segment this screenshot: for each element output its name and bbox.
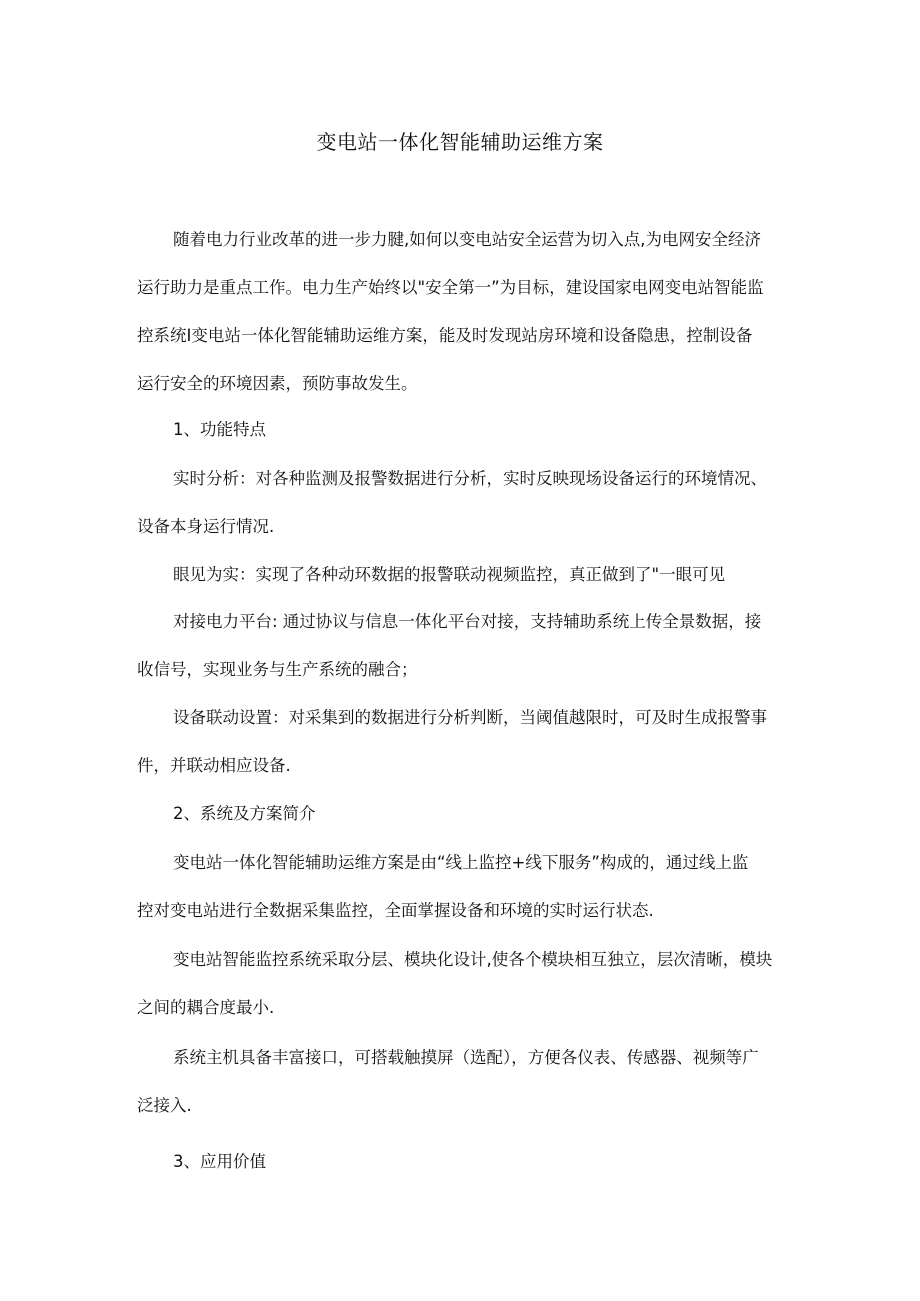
text-line: 系统主机具备丰富接口，可搭载触摸屏（选配），方便各仪表、传感器、视频等广 <box>173 1048 759 1067</box>
text-line: 变电站一体化智能辅助运维方案是由“线上监控+线下服务”构成的，通过线上监 <box>173 853 749 872</box>
text-line: 泛接入. <box>137 1096 192 1115</box>
device-linkage-paragraph <box>137 704 787 780</box>
intro-paragraph <box>137 226 787 398</box>
text-line: 件，并联动相应设备. <box>137 756 291 775</box>
text-line: 收信号，实现业务与生产系统的融合； <box>137 660 418 679</box>
text-line: 运行助力是重点工作。电力生产始终以"安全第一”为目标，建设国家电网变电站智能监 <box>137 278 764 297</box>
text-line: 眼见为实：实现了各种动环数据的报警联动视频监控，真正做到了"一眼可见 <box>173 565 726 584</box>
section-heading-system: 2、系统及方案简介 <box>173 804 316 823</box>
plan-intro-paragraph <box>137 849 787 925</box>
power-platform-paragraph <box>137 608 787 684</box>
text-line: 控系统I变电站一体化智能辅助运维方案，能及时发现站房环境和设备隐患，控制设备 <box>137 326 753 345</box>
host-interfaces-paragraph <box>137 1044 787 1120</box>
text-line: 对接电力平台: 通过协议与信息一体化平台对接，支持辅助系统上传全景数据，接 <box>173 612 762 631</box>
document-title: 变电站一体化智能辅助运维方案 <box>316 130 604 154</box>
text-line: 之间的耦合度最小. <box>137 998 275 1017</box>
text-line: 控对变电站进行全数据采集监控，全面掌握设备和环境的实时运行状态. <box>137 901 654 920</box>
section-heading-features: 1、功能特点 <box>173 420 266 439</box>
see-is-real-paragraph <box>137 561 787 589</box>
text-line: 实时分析：对各种监测及报警数据进行分析，实时反映现场设备运行的环境情况、 <box>173 469 767 488</box>
text-line: 变电站智能监控系统采取分层、模块化设计,使各个模块相互独立，层次清晰，模块 <box>173 950 773 969</box>
section-heading-value: 3、应用价值 <box>173 1152 266 1171</box>
layered-design-paragraph <box>137 946 787 1022</box>
text-line: 设备联动设置：对采集到的数据进行分析判断，当阈值越限时，可及时生成报警事 <box>173 708 767 727</box>
realtime-analysis-paragraph <box>137 465 787 541</box>
text-line: 运行安全的环境因素，预防事故发生。 <box>137 374 418 393</box>
text-line: 随着电力行业改革的进一步力腱,如何以变电站安全运营为切入点,为电网安全经济 <box>173 230 761 249</box>
text-line: 设备本身运行情况. <box>137 517 275 536</box>
